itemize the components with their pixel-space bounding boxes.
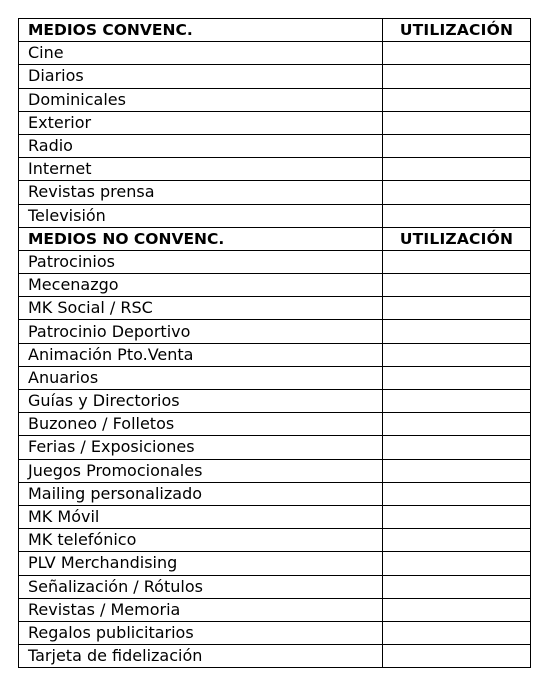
media-name: Regalos publicitarios — [19, 621, 383, 644]
usage-cell — [383, 343, 531, 366]
table-row — [19, 529, 531, 552]
usage-cell — [383, 204, 531, 227]
usage-cell — [383, 552, 531, 575]
media-name: Mecenazgo — [19, 274, 383, 297]
media-name: Diarios — [19, 65, 383, 88]
table-row — [19, 65, 531, 88]
table-row — [19, 111, 531, 134]
media-name: Patrocinios — [19, 250, 383, 273]
usage-cell — [383, 88, 531, 111]
media-name: MK Móvil — [19, 505, 383, 528]
usage-cell — [383, 366, 531, 389]
media-name: Revistas prensa — [19, 181, 383, 204]
media-name: Patrocinio Deportivo — [19, 320, 383, 343]
table-row — [19, 274, 531, 297]
media-name: Buzoneo / Folletos — [19, 413, 383, 436]
table-row — [19, 575, 531, 598]
media-name: Revistas / Memoria — [19, 598, 383, 621]
section-header-non-conventional: MEDIOS NO CONVENC. — [19, 227, 383, 250]
media-name: Tarjeta de fidelización — [19, 645, 383, 668]
table-row — [19, 250, 531, 273]
section-header-row — [19, 227, 531, 250]
table-row — [19, 88, 531, 111]
table-row — [19, 366, 531, 389]
usage-cell — [383, 459, 531, 482]
table-row — [19, 505, 531, 528]
table-row — [19, 204, 531, 227]
usage-cell — [383, 598, 531, 621]
table-row — [19, 621, 531, 644]
table-row — [19, 482, 531, 505]
usage-cell — [383, 390, 531, 413]
table-row — [19, 459, 531, 482]
table-row — [19, 390, 531, 413]
media-name: Ferias / Exposiciones — [19, 436, 383, 459]
table-row — [19, 158, 531, 181]
usage-header: UTILIZACIÓN — [383, 19, 531, 42]
usage-cell — [383, 158, 531, 181]
usage-cell — [383, 134, 531, 157]
media-name: Televisión — [19, 204, 383, 227]
media-name: PLV Merchandising — [19, 552, 383, 575]
usage-header: UTILIZACIÓN — [383, 227, 531, 250]
media-name: Dominicales — [19, 88, 383, 111]
usage-cell — [383, 42, 531, 65]
usage-cell — [383, 436, 531, 459]
media-name: Señalización / Rótulos — [19, 575, 383, 598]
media-name: Internet — [19, 158, 383, 181]
table-row — [19, 42, 531, 65]
section-header-conventional: MEDIOS CONVENC. — [19, 19, 383, 42]
table-row — [19, 320, 531, 343]
media-name: MK telefónico — [19, 529, 383, 552]
table-row — [19, 598, 531, 621]
usage-cell — [383, 575, 531, 598]
usage-cell — [383, 297, 531, 320]
media-name: Cine — [19, 42, 383, 65]
usage-cell — [383, 250, 531, 273]
table-row — [19, 436, 531, 459]
media-name: MK Social / RSC — [19, 297, 383, 320]
media-name: Radio — [19, 134, 383, 157]
media-name: Exterior — [19, 111, 383, 134]
table-row — [19, 297, 531, 320]
table-row — [19, 181, 531, 204]
usage-cell — [383, 413, 531, 436]
media-name: Guías y Directorios — [19, 390, 383, 413]
usage-cell — [383, 645, 531, 668]
usage-cell — [383, 274, 531, 297]
media-name: Animación Pto.Venta — [19, 343, 383, 366]
usage-cell — [383, 621, 531, 644]
usage-cell — [383, 482, 531, 505]
usage-cell — [383, 111, 531, 134]
usage-cell — [383, 320, 531, 343]
section-header-row — [19, 19, 531, 42]
media-usage-table — [18, 18, 531, 668]
table-row — [19, 645, 531, 668]
table-row — [19, 413, 531, 436]
media-name: Anuarios — [19, 366, 383, 389]
table-row — [19, 343, 531, 366]
usage-cell — [383, 505, 531, 528]
usage-cell — [383, 529, 531, 552]
media-name: Juegos Promocionales — [19, 459, 383, 482]
media-name: Mailing personalizado — [19, 482, 383, 505]
table-row — [19, 552, 531, 575]
usage-cell — [383, 65, 531, 88]
usage-cell — [383, 181, 531, 204]
table-row — [19, 134, 531, 157]
